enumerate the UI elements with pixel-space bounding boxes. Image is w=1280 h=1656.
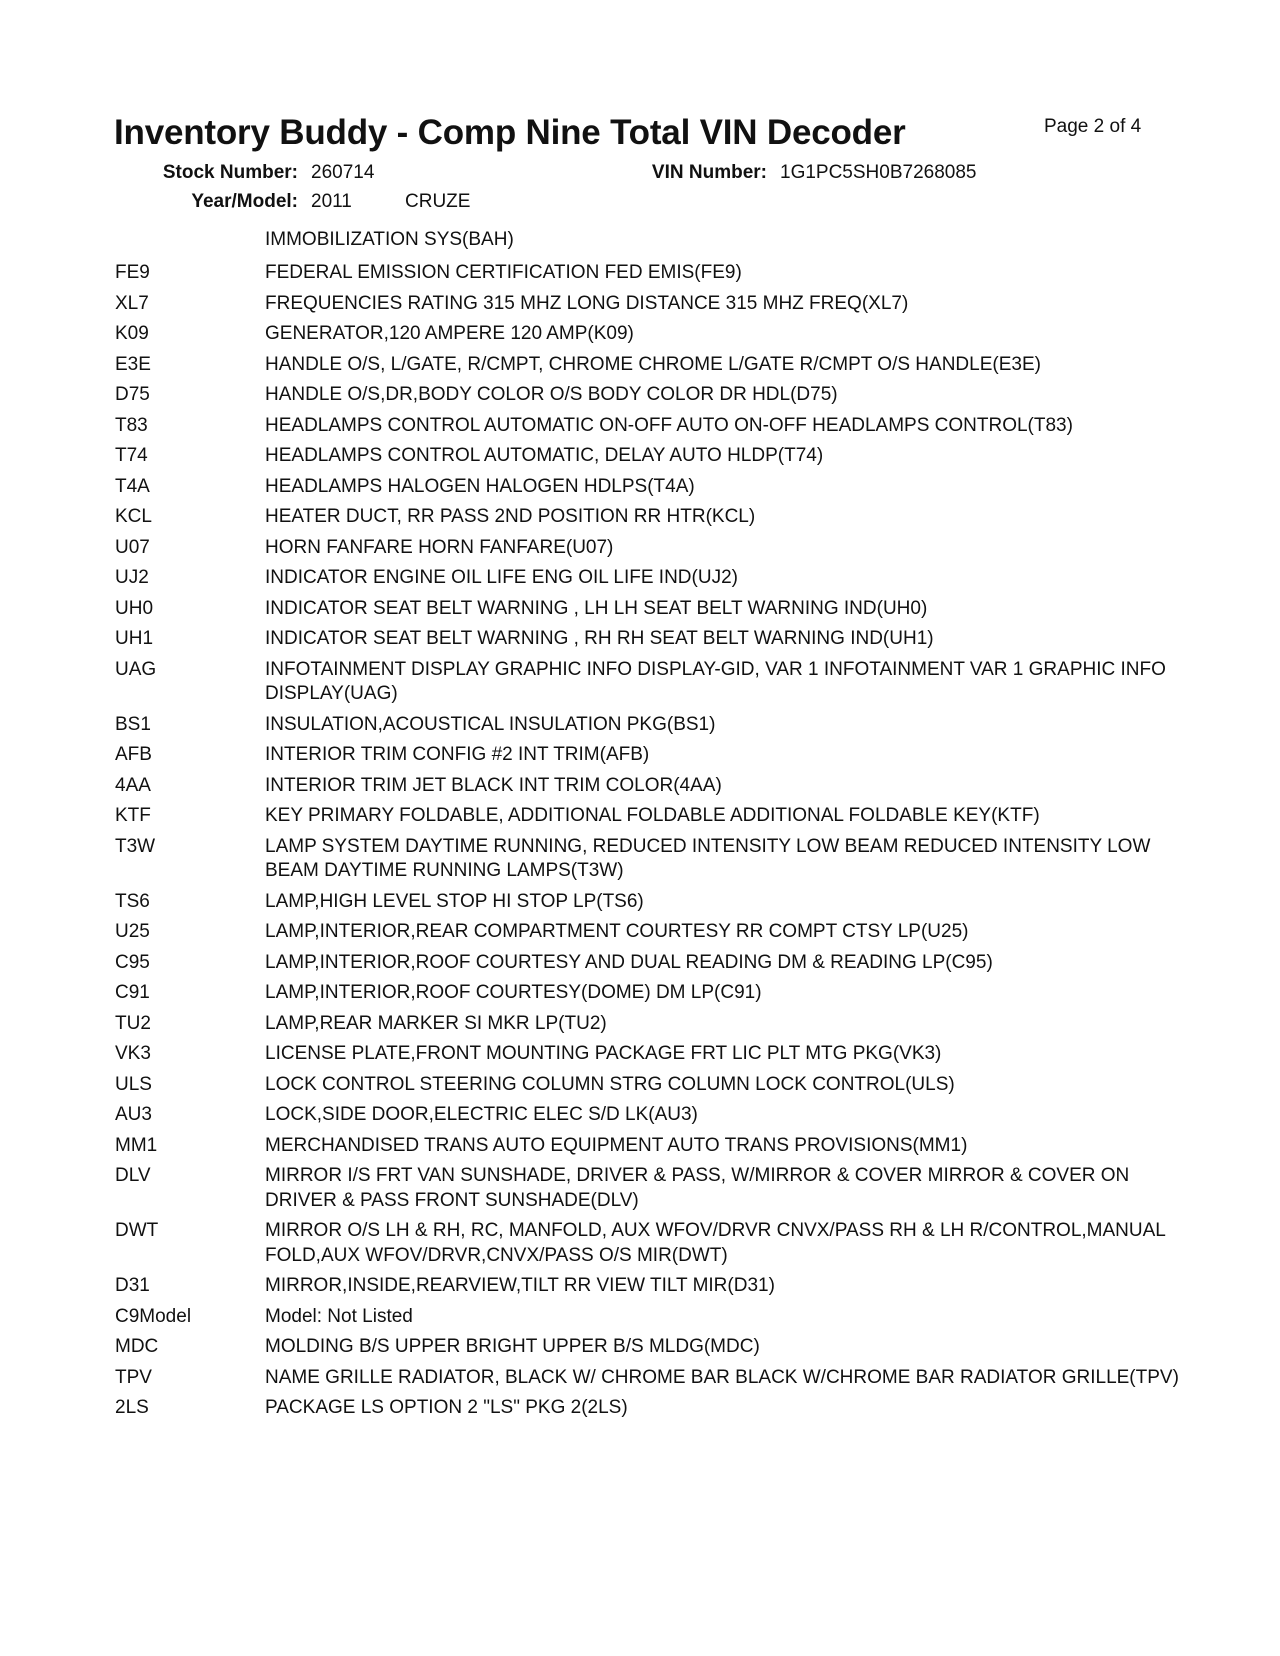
option-code: D31 (115, 1275, 150, 1296)
option-code: MDC (115, 1336, 159, 1357)
option-description: LAMP,INTERIOR,REAR COMPARTMENT COURTESY RR COMPT CTSY LP(U25) (265, 921, 969, 942)
option-code: U07 (115, 536, 150, 558)
option-row (115, 381, 1205, 412)
option-description: KEY PRIMARY FOLDABLE, ADDITIONAL FOLDABLE ADDITIONAL FOLDABLE KEY(KTF) (265, 805, 1040, 826)
option-description: LICENSE PLATE,FRONT MOUNTING PACKAGE FRT LIC PLT MTG PKG(VK3) (265, 1043, 942, 1064)
option-list (115, 259, 1205, 1425)
option-code: 2LS (115, 1397, 149, 1418)
option-description: FEDERAL EMISSION CERTIFICATION FED EMIS(FE9) (265, 262, 742, 283)
option-row (115, 1010, 1205, 1041)
option-code: C9Model (115, 1305, 192, 1327)
option-row (115, 534, 1205, 565)
option-row (115, 1364, 1205, 1395)
option-row (115, 949, 1205, 980)
option-code: KTF (115, 805, 151, 826)
option-row (115, 320, 1205, 351)
option-row (115, 442, 1205, 473)
option-code: AU3 (115, 1104, 152, 1125)
option-row (115, 888, 1205, 919)
option-row (115, 711, 1205, 742)
option-row (115, 259, 1205, 290)
option-code: MM1 (115, 1134, 158, 1156)
option-description: HEADLAMPS HALOGEN HALOGEN HDLPS(T4A) (265, 475, 695, 497)
option-description: INDICATOR ENGINE OIL LIFE ENG OIL LIFE IND(UJ2) (265, 567, 738, 588)
option-row (115, 1303, 1205, 1334)
option-row (115, 1101, 1205, 1132)
document-title: Inventory Buddy - Comp Nine Total VIN Decoder (114, 113, 906, 152)
stock-number-value: 260714 (311, 162, 375, 183)
option-code: XL7 (115, 292, 149, 314)
option-description: MOLDING B/S UPPER BRIGHT UPPER B/S MLDG(MDC) (265, 1336, 760, 1357)
option-description: LOCK CONTROL STEERING COLUMN STRG COLUMN LOCK CONTROL(ULS) (265, 1073, 955, 1095)
option-description: PACKAGE LS OPTION 2 "LS" PKG 2(2LS) (265, 1397, 628, 1418)
option-description: LAMP SYSTEM DAYTIME RUNNING, REDUCED INTENSITY LOW BEAM REDUCED INTENSITY LOW BEAM DAYTIME RUNNING LAMPS(T3W) (265, 835, 1151, 881)
option-description: GENERATOR,120 AMPERE 120 AMP(K09) (265, 323, 634, 344)
option-description: Model: Not Listed (265, 1305, 413, 1327)
option-description: INTERIOR TRIM CONFIG #2 INT TRIM(AFB) (265, 744, 650, 765)
option-code: T3W (115, 835, 156, 857)
year-model-label: Year/Model: (191, 191, 298, 212)
option-description: NAME GRILLE RADIATOR, BLACK W/ CHROME BAR BLACK W/CHROME BAR RADIATOR GRILLE(TPV) (265, 1366, 1179, 1388)
option-description: HEATER DUCT, RR PASS 2ND POSITION RR HTR(KCL) (265, 506, 756, 527)
option-code: VK3 (115, 1043, 151, 1064)
option-row (115, 1040, 1205, 1071)
option-description: INDICATOR SEAT BELT WARNING , LH LH SEAT BELT WARNING IND(UH0) (265, 597, 928, 619)
option-code: AFB (115, 744, 152, 765)
option-row (115, 503, 1205, 534)
option-row (115, 1132, 1205, 1163)
option-row (115, 979, 1205, 1010)
option-code: U25 (115, 921, 150, 942)
option-description: MERCHANDISED TRANS AUTO EQUIPMENT AUTO TRANS PROVISIONS(MM1) (265, 1134, 968, 1156)
option-row (115, 290, 1205, 321)
option-description: INDICATOR SEAT BELT WARNING , RH RH SEAT BELT WARNING IND(UH1) (265, 628, 934, 649)
option-row (115, 351, 1205, 382)
option-row (115, 564, 1205, 595)
option-code: DLV (115, 1165, 151, 1186)
option-description: INSULATION,ACOUSTICAL INSULATION PKG(BS1) (265, 713, 716, 735)
option-code: C91 (115, 982, 150, 1003)
option-description: HEADLAMPS CONTROL AUTOMATIC ON-OFF AUTO ON-OFF HEADLAMPS CONTROL(T83) (265, 414, 1073, 436)
option-code: TS6 (115, 890, 150, 912)
vin-label: VIN Number: (651, 162, 767, 183)
option-code: FE9 (115, 262, 150, 283)
option-description: HORN FANFARE HORN FANFARE(U07) (265, 536, 614, 558)
option-description: MIRROR,INSIDE,REARVIEW,TILT RR VIEW TILT MIR(D31) (265, 1275, 775, 1296)
option-code: ULS (115, 1073, 152, 1095)
option-row (115, 918, 1205, 949)
option-code: TU2 (115, 1012, 151, 1034)
option-row (115, 656, 1205, 711)
option-description: LAMP,INTERIOR,ROOF COURTESY(DOME) DM LP(C91) (265, 982, 762, 1003)
option-code: KCL (115, 506, 152, 527)
option-row (115, 833, 1205, 888)
option-row (115, 1162, 1205, 1217)
option-row (115, 1272, 1205, 1303)
model-value: CRUZE (405, 191, 471, 212)
option-description: MIRROR O/S LH & RH, RC, MANFOLD, AUX WFOV/DRVR CNVX/PASS RH & LH R/CONTROL,MANUAL FOLD,AUX WFOV/DRVR,CNVX/PASS O/S MIR(DWT) (265, 1220, 1166, 1266)
option-row (115, 595, 1205, 626)
option-description: LOCK,SIDE DOOR,ELECTRIC ELEC S/D LK(AU3) (265, 1104, 698, 1125)
option-code: UH1 (115, 628, 154, 649)
option-code: K09 (115, 323, 149, 344)
option-row (115, 741, 1205, 772)
option-description: INTERIOR TRIM JET BLACK INT TRIM COLOR(4AA) (265, 774, 722, 796)
option-row (115, 473, 1205, 504)
option-code: T83 (115, 414, 148, 436)
option-code: UAG (115, 658, 157, 680)
option-code: E3E (115, 353, 151, 375)
option-row (115, 412, 1205, 443)
option-code: BS1 (115, 713, 151, 735)
option-description: LAMP,INTERIOR,ROOF COURTESY AND DUAL READING DM & READING LP(C95) (265, 951, 993, 973)
option-code: 4AA (115, 774, 151, 796)
option-description: INFOTAINMENT DISPLAY GRAPHIC INFO DISPLAY-GID, VAR 1 INFOTAINMENT VAR 1 GRAPHIC INFO DISPLAY(UAG) (265, 658, 1166, 704)
option-code: DWT (115, 1220, 159, 1241)
year-value: 2011 (311, 191, 352, 212)
option-row (115, 625, 1205, 656)
continuation-text: IMMOBILIZATION SYS(BAH) (265, 229, 514, 250)
option-row (115, 1394, 1205, 1425)
option-code: UJ2 (115, 567, 149, 588)
option-description: LAMP,HIGH LEVEL STOP HI STOP LP(TS6) (265, 890, 644, 912)
option-description: HANDLE O/S,DR,BODY COLOR O/S BODY COLOR DR HDL(D75) (265, 384, 838, 405)
option-description: HANDLE O/S, L/GATE, R/CMPT, CHROME CHROME L/GATE R/CMPT O/S HANDLE(E3E) (265, 353, 1041, 375)
option-description: MIRROR I/S FRT VAN SUNSHADE, DRIVER & PASS, W/MIRROR & COVER MIRROR & COVER ON DRIVER & PASS FRONT SUNSHADE(DLV) (265, 1165, 1130, 1211)
option-code: T4A (115, 475, 150, 497)
option-description: LAMP,REAR MARKER SI MKR LP(TU2) (265, 1012, 607, 1034)
stock-number-label: Stock Number: (162, 162, 298, 183)
option-code: D75 (115, 384, 150, 405)
option-row (115, 772, 1205, 803)
option-code: UH0 (115, 597, 154, 619)
option-description: HEADLAMPS CONTROL AUTOMATIC, DELAY AUTO HLDP(T74) (265, 445, 824, 466)
option-code: C95 (115, 951, 150, 973)
option-row (115, 1071, 1205, 1102)
vin-value: 1G1PC5SH0B7268085 (780, 162, 977, 183)
page-indicator: Page 2 of 4 (1044, 116, 1142, 137)
option-row (115, 1333, 1205, 1364)
option-code: T74 (115, 445, 148, 466)
option-code: TPV (115, 1366, 152, 1388)
option-row (115, 802, 1205, 833)
option-row (115, 1217, 1205, 1272)
option-description: FREQUENCIES RATING 315 MHZ LONG DISTANCE 315 MHZ FREQ(XL7) (265, 292, 909, 314)
